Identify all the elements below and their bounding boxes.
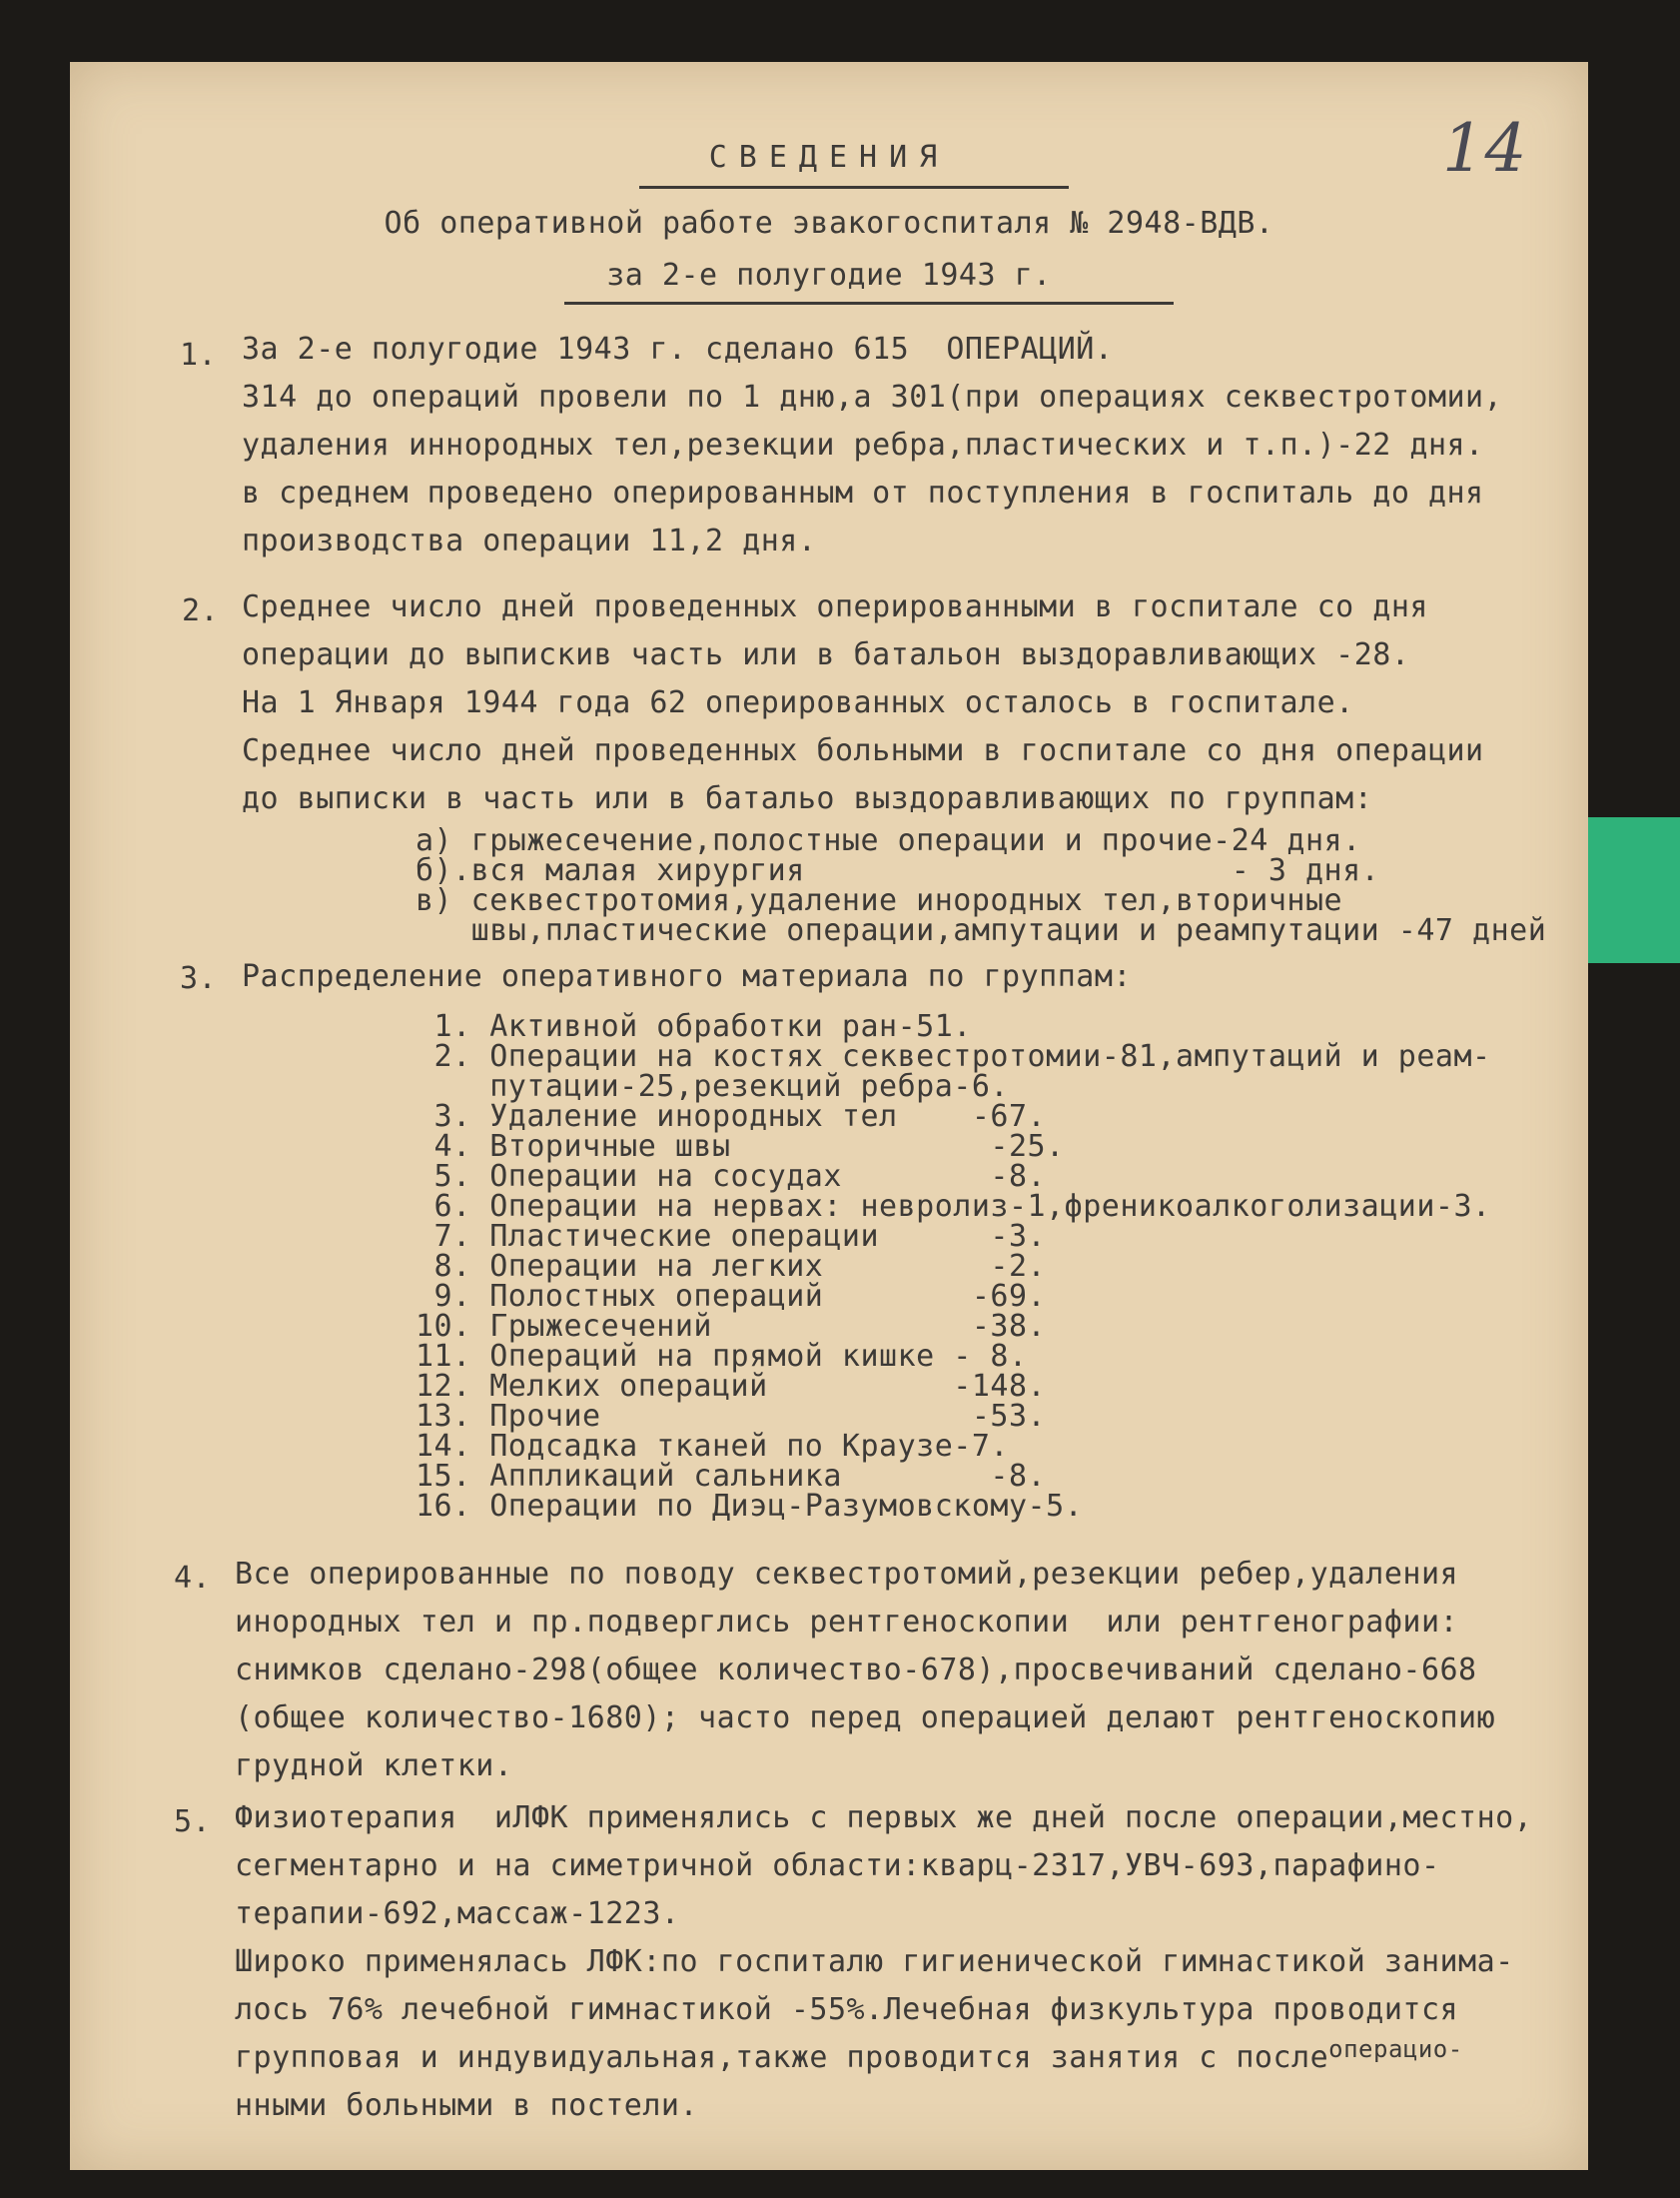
section-2-group-b: б).вся малая хирургия - 3 дня. <box>416 853 1380 888</box>
section-5-line-1: Физиотерапия иЛФК применялись с первых же дней после операции,местно, <box>235 1800 1533 1835</box>
operations-list-item-number: 13. <box>416 1399 490 1434</box>
section-5-line-5: лось 76% лечебной гимнастикой -55%.Лечебная физкультура проводится <box>235 1992 1459 2027</box>
operations-list-item-number: 2. <box>416 1039 490 1074</box>
section-5-line-4: Широко применялась ЛФК:по госпиталю гигиенической гимнастикой занима- <box>235 1944 1514 1979</box>
operations-list-item-text: Прочие -53. <box>489 1399 1047 1434</box>
operations-list-item-text: Операции на костях секвестротомии-81,ампутаций и реам- <box>489 1039 1491 1074</box>
document-subtitle-2: за 2-е полугодие 1943 г. <box>606 258 1052 293</box>
document-title: СВЕДЕНИЯ <box>708 140 950 175</box>
section-2-group-a: а) грыжесечение,полостные операции и прочие-24 дня. <box>416 823 1361 858</box>
archive-green-tab <box>1586 817 1680 963</box>
operations-list-item-number: 7. <box>416 1219 490 1254</box>
operations-list-item-number: 6. <box>416 1189 490 1224</box>
section-5-line-2: сегментарно и на симетричной области:кварц-2317,УВЧ-693,парафино- <box>235 1848 1440 1883</box>
operations-list-item-text: Удаление инородных тел -67. <box>489 1099 1047 1134</box>
section-1-line-2: 314 до операций провели по 1 дню,а 301(при операциях секвестротомии, <box>242 380 1503 415</box>
document-text <box>70 62 1588 2170</box>
section-5-line-6-insert: операцио- <box>1328 2035 1463 2063</box>
section-2-number: 2. <box>182 593 220 628</box>
operations-list-item-number: 12. <box>416 1369 490 1404</box>
operations-list-item-text: Операции на сосудах -8. <box>489 1159 1047 1194</box>
operations-list-item-text: Операции на нервах: невролиз-1,френикоалкоголизации-3. <box>489 1189 1491 1224</box>
section-2-group-c-1: в) секвестротомия,удаление инородных тел,вторичные <box>416 883 1343 918</box>
operations-list-item-number: 8. <box>416 1249 490 1284</box>
section-5-line-6 <box>235 2035 1463 2075</box>
operations-list-item-text: путации-25,резекций ребра-6. <box>489 1069 1009 1104</box>
operations-list-item-text: Активной обработки ран-51. <box>489 1009 972 1044</box>
operations-list-item-number: 9. <box>416 1279 490 1314</box>
section-2-line-4: Среднее число дней проведенных больными в госпитале со дня операции <box>242 733 1484 768</box>
document-subtitle-1: Об оперативной работе эвакогоспиталя № 2948-ВДВ. <box>384 206 1274 241</box>
section-1-number: 1. <box>180 338 218 373</box>
operations-list-item-text: Операции по Диэц-Разумовскому-5. <box>489 1489 1084 1524</box>
operations-list-item-text: Подсадка тканей по Краузе-7. <box>489 1429 1009 1464</box>
operations-list-item-text: Аппликаций сальника -8. <box>489 1459 1047 1494</box>
section-4-line-5: грудной клетки. <box>235 1748 513 1783</box>
section-4-line-1: Все оперированные по поводу секвестротомий,резекции ребер,удаления <box>235 1557 1459 1592</box>
subtitle-underline <box>564 302 1174 305</box>
operations-list-item-text: Операций на прямой кишке - 8. <box>489 1339 1028 1374</box>
operations-list-item-number: 14. <box>416 1429 490 1464</box>
section-4-line-4: (общее количество-1680); часто перед операцией делают рентгеноскопию <box>235 1700 1496 1735</box>
section-2-line-2: операции до выпискив часть или в батальон выздоравливающих -28. <box>242 637 1410 672</box>
section-4-line-3: снимков сделано-298(общее количество-678),просвечиваний сделано-668 <box>235 1652 1477 1687</box>
page-number: 14 <box>1442 110 1527 187</box>
section-2-group-c-2: швы,пластические операции,ампутации и реампутации -47 дней <box>416 913 1547 948</box>
operations-list-item-number: 1. <box>416 1009 490 1044</box>
operations-list-item-text: Пластические операции -3. <box>489 1219 1047 1254</box>
operations-list-item-text: Мелких операций -148. <box>489 1369 1047 1404</box>
section-3-heading: Распределение оперативного материала по группам: <box>242 959 1132 994</box>
section-2-line-5: до выписки в часть или в батальо выздоравливающих по группам: <box>242 781 1373 816</box>
section-1-line-3: удаления иннородных тел,резекции ребра,пластических и т.п.)-22 дня. <box>242 428 1484 463</box>
operations-list-item-number: 15. <box>416 1459 490 1494</box>
document-page <box>70 62 1588 2170</box>
section-4-line-2: инородных тел и пр.подверглись рентгеноскопии или рентгенографии: <box>235 1605 1459 1640</box>
operations-list-item-text: Операции на легких -2. <box>489 1249 1047 1284</box>
operations-list-item-text: Вторичные швы -25. <box>489 1129 1065 1164</box>
section-1-line-4: в среднем проведено оперированным от поступления в госпиталь до дня <box>242 476 1484 511</box>
section-2-line-1: Среднее число дней проведенных оперированными в госпитале со дня <box>242 589 1428 624</box>
section-1-line-1: За 2-е полугодие 1943 г. сделано 615 ОПЕРАЦИЙ. <box>242 332 1114 367</box>
section-5-line-3: терапии-692,массаж-1223. <box>235 1896 680 1931</box>
operations-list-item-number: 3. <box>416 1099 490 1134</box>
operations-list-item-number: 4. <box>416 1129 490 1164</box>
section-5-line-6-main: групповая и индувидуальная,также проводится занятия с после <box>235 2040 1329 2075</box>
operations-list-item <box>416 1489 1083 1524</box>
operations-list-item-number: 5. <box>416 1159 490 1194</box>
section-5-number: 5. <box>174 1804 212 1839</box>
title-underline <box>639 186 1069 189</box>
operations-list-item-number: 11. <box>416 1339 490 1374</box>
section-4-number: 4. <box>174 1561 212 1596</box>
section-1-line-5: производства операции 11,2 дня. <box>242 524 817 558</box>
operations-list-item-text: Грыжесечений -38. <box>489 1309 1047 1344</box>
operations-list-item-text: Полостных операций -69. <box>489 1279 1047 1314</box>
section-5-line-7: нными больными в постели. <box>235 2088 699 2123</box>
operations-list-item-number: 10. <box>416 1309 490 1344</box>
operations-list-item-number: 16. <box>416 1489 490 1524</box>
section-2-line-3: На 1 Января 1944 года 62 оперированных осталось в госпитале. <box>242 685 1354 720</box>
section-3-number: 3. <box>180 961 218 996</box>
